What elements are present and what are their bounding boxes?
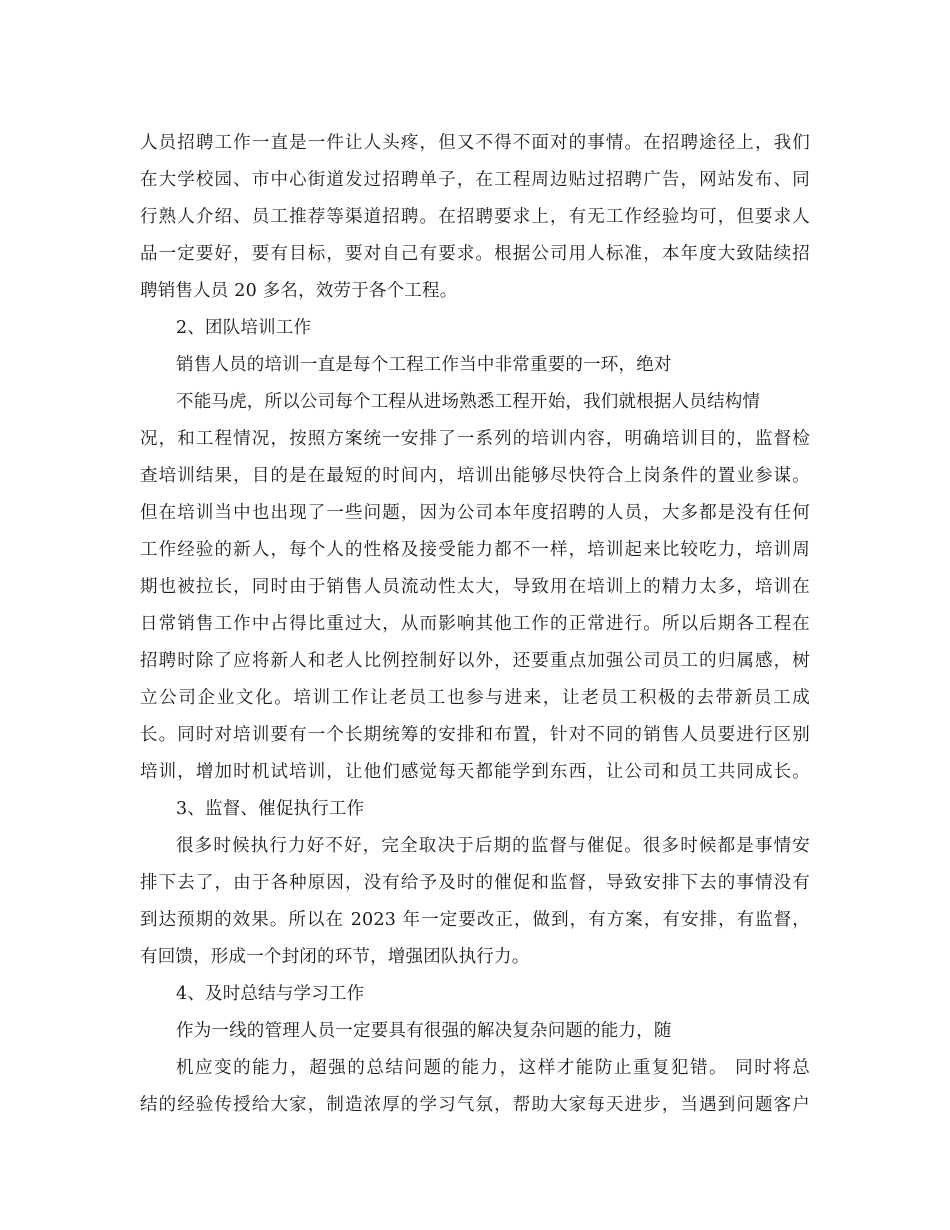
- paragraph-line: 期也被拉长，同时由于销售人员流动性太大，导致用在培训上的精力太多，培训在: [140, 577, 810, 597]
- paragraph-line: 立公司企业文化。培训工作让老员工也参与进来，让老员工积极的去带新员工成: [140, 688, 810, 708]
- paragraph-line: 排下去了，由于各种原因，没有给予及时的催促和监督，导致安排下去的事情没有: [140, 873, 810, 893]
- paragraph-line: 工作经验的新人，每个人的性格及接受能力都不一样，培训起来比较吃力，培训周: [140, 540, 810, 560]
- paragraph-line: 销售人员的培训一直是每个工程工作当中非常重要的一环，绝对: [176, 355, 672, 375]
- paragraph-line: 日常销售工作中占得比重过大，从而影响其他工作的正常进行。所以后期各工程在: [140, 614, 810, 634]
- paragraph-line: 作为一线的管理人员一定要具有很强的解决复杂问题的能力，随: [176, 1021, 672, 1041]
- paragraph-line: 人员招聘工作一直是一件让人头疼，但又不得不面对的事情。在招聘途径上，我们: [140, 133, 810, 153]
- paragraph-line: 聘销售人员 20 多名，效劳于各个工程。: [140, 281, 458, 301]
- paragraph-line: 有回馈，形成一个封闭的环节，增强团队执行力。: [140, 947, 530, 967]
- paragraph-line: 况，和工程情况，按照方案统一安排了一系列的培训内容，明确培训目的，监督检: [140, 429, 810, 449]
- paragraph-line: 查培训结果，目的是在最短的时间内，培训出能够尽快符合上岗条件的置业参谋。: [140, 466, 810, 486]
- paragraph-line: 行熟人介绍、员工推荐等渠道招聘。在招聘要求上，有无工作经验均可，但要求人: [140, 207, 810, 227]
- paragraph-line: 长。同时对培训要有一个长期统筹的安排和布置，针对不同的销售人员要进行区别: [140, 725, 810, 745]
- paragraph-line: 在大学校园、市中心街道发过招聘单子，在工程周边贴过招聘广告，网站发布、同: [140, 170, 810, 190]
- paragraph-line: 品一定要好，要有目标，要对自己有要求。根据公司用人标准，本年度大致陆续招: [140, 244, 810, 264]
- paragraph-line: 很多时候执行力好不好，完全取决于后期的监督与催促。很多时候都是事情安: [176, 836, 810, 856]
- paragraph-line: 培训，增加时机试培训，让他们感觉每天都能学到东西，让公司和员工共同成长。: [140, 762, 810, 782]
- paragraph-line: 结的经验传授给大家，制造浓厚的学习气氛，帮助大家每天进步，当遇到问题客户: [140, 1095, 810, 1115]
- paragraph-line: 招聘时除了应将新人和老人比例控制好以外，还要重点加强公司员工的归属感，树: [140, 651, 810, 671]
- paragraph-line: 不能马虎，所以公司每个工程从进场熟悉工程开始，我们就根据人员结构情: [176, 392, 761, 412]
- section-heading: 4、及时总结与学习工作: [176, 984, 365, 1004]
- section-heading: 2、团队培训工作: [176, 318, 312, 338]
- paragraph-line: 但在培训当中也出现了一些问题，因为公司本年度招聘的人员，大多都是没有任何: [140, 503, 810, 523]
- paragraph-line: 到达预期的效果。所以在 2023 年一定要改正，做到，有方案，有安排，有监督，: [140, 910, 810, 930]
- section-heading: 3、监督、催促执行工作: [176, 799, 365, 819]
- paragraph-line: 机应变的能力，超强的总结问题的能力，这样才能防止重复犯错。 同时将总: [176, 1058, 810, 1078]
